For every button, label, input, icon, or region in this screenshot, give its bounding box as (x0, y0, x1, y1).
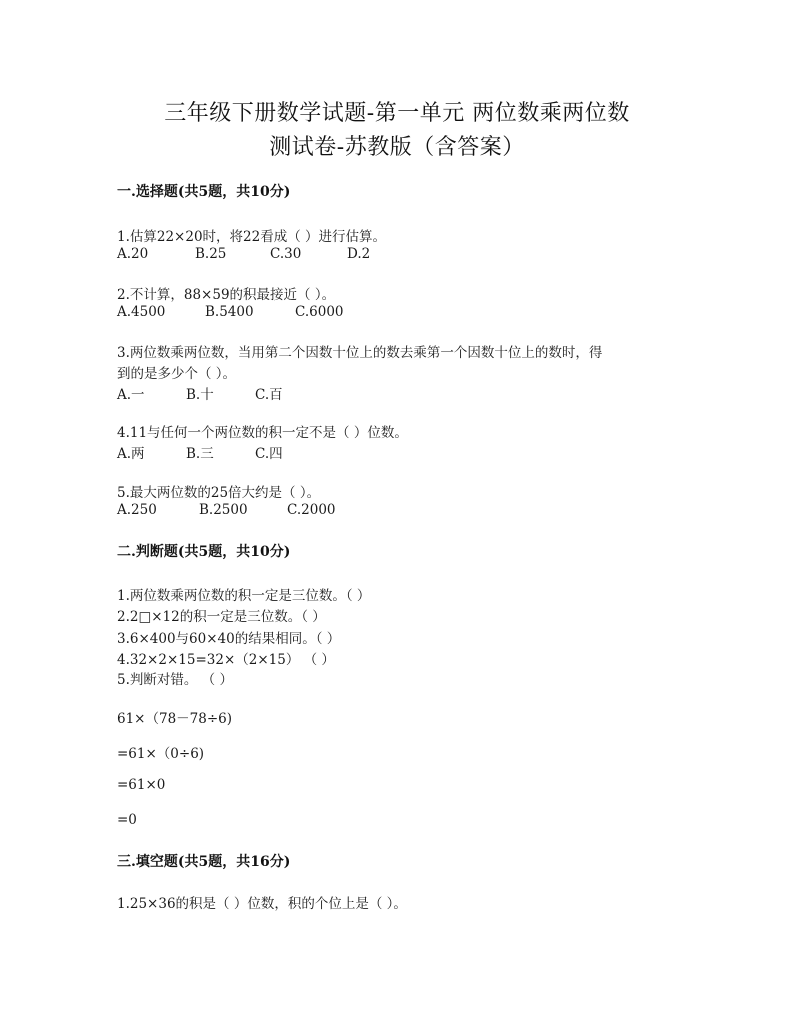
option: C.四 (255, 446, 283, 462)
question-text: 5.最大两位数的25倍大约是（ ）。 (117, 485, 321, 501)
question-text: 4.11与任何一个两位数的积一定不是（ ）位数。 (117, 425, 408, 441)
option: A.一 (117, 387, 145, 403)
question-text: 到的是多少个（ ）。 (117, 366, 237, 382)
option: B.三 (186, 446, 214, 462)
option: D.2 (347, 246, 371, 262)
calculation-step: 61×（78－78÷6) (117, 711, 233, 727)
calculation-step: =0 (117, 812, 137, 828)
judgment-item: 2.2□×12的积一定是三位数。（ ） (117, 609, 326, 625)
option: B.25 (195, 246, 227, 262)
option: C.百 (255, 387, 283, 403)
section-heading-judgment: 二.判断题(共5题，共10分) (117, 544, 291, 560)
question-text: 3.两位数乘两位数，当用第二个因数十位上的数去乘第一个因数十位上的数时，得 (117, 345, 603, 361)
option: C.2000 (287, 502, 336, 518)
question-text: 2.不计算，88×59的积最接近（ ）。 (117, 287, 336, 303)
option: C.30 (270, 246, 302, 262)
option: B.5400 (205, 304, 254, 320)
judgment-item: 3.6×400与60×40的结果相同。（ ） (117, 631, 341, 647)
option: C.6000 (295, 304, 344, 320)
section-heading-fill-blank: 三.填空题(共5题，共16分) (117, 854, 291, 870)
judgment-item: 1.两位数乘两位数的积一定是三位数。（ ） (117, 588, 371, 604)
section-heading-choice: 一.选择题(共5题，共10分) (117, 184, 291, 200)
option: B.十 (186, 387, 214, 403)
calculation-step: =61×0 (117, 777, 166, 793)
judgment-item: 5.判断对错。 （ ） (117, 672, 233, 688)
option: A.两 (117, 446, 145, 462)
calculation-step: =61×（0÷6) (117, 746, 205, 762)
judgment-item: 4.32×2×15=32×（2×15） （ ） (117, 652, 335, 668)
question-text: 1.估算22×20时，将22看成（ ）进行估算。 (117, 229, 387, 245)
option: B.2500 (199, 502, 248, 518)
option: A.250 (117, 502, 157, 518)
question-text: 1.25×36的积是（ ）位数，积的个位上是（ ）。 (117, 896, 407, 912)
document-title-line1: 三年级下册数学试题-第一单元 两位数乘两位数 (164, 101, 630, 126)
option: A.20 (117, 246, 149, 262)
document-title-line2: 测试卷-苏教版（含答案） (269, 135, 525, 160)
option: A.4500 (117, 304, 166, 320)
